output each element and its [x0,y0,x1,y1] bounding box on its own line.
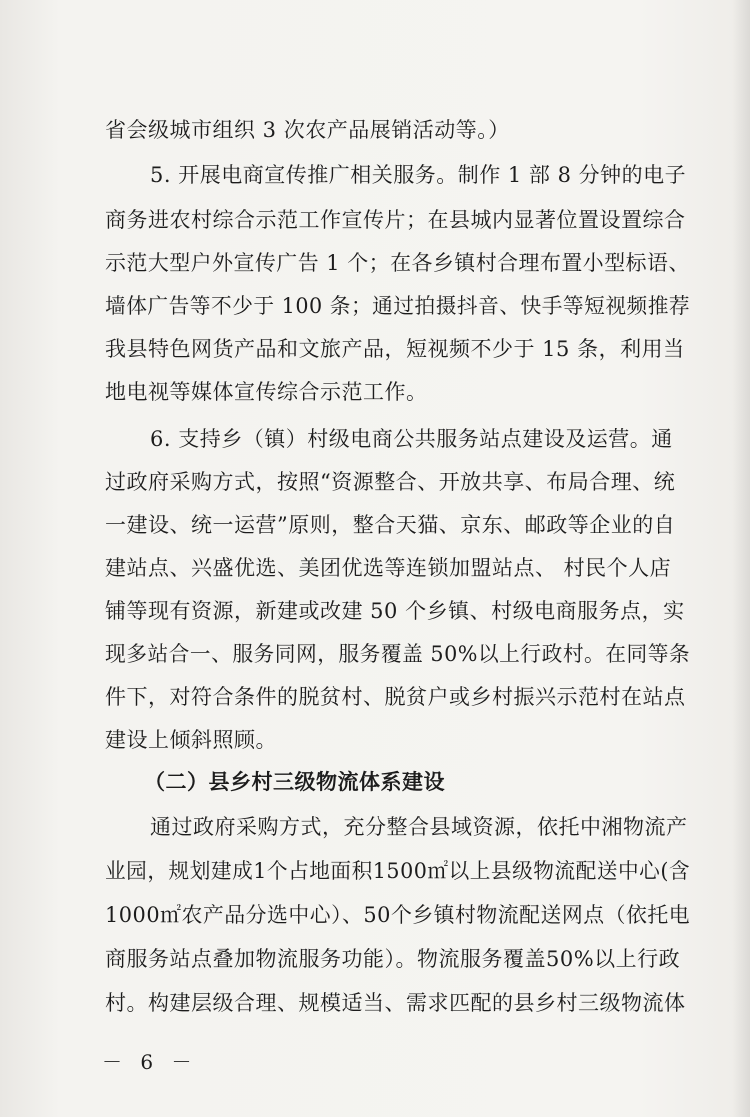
text-line: 5. 开展电商宣传推广相关服务。制作 1 部 8 分钟的电子 [150,163,687,187]
text-line: 6. 支持乡（镇）村级电商公共服务站点建设及运营。通 [150,427,673,451]
text-line: 商服务站点叠加物流服务功能）。物流服务覆盖50%以上行政 [105,947,681,971]
text-line: 1000㎡农产品分选中心）、50个乡镇村物流配送网点（依托电 [105,903,691,927]
section-heading: （二）县乡村三级物流体系建设 [144,770,445,794]
text-line: 我县特色网货产品和文旅产品，短视频不少于 15 条，利用当 [105,337,685,361]
text-line: 铺等现有资源，新建或改建 50 个乡镇、村级电商服务点，实 [105,599,685,623]
text-line: 过政府采购方式，按照“资源整合、开放共享、布局合理、统 [105,470,676,494]
text-line: 通过政府采购方式，充分整合县域资源，依托中湘物流产 [150,815,688,839]
page-number: － 6 － [102,1050,198,1074]
text-line: 建设上倾斜照顾。 [105,728,277,752]
text-line: 一建设、统一运营”原则，整合天猫、京东、邮政等企业的自 [105,513,676,537]
text-line: 件下，对符合条件的脱贫村、脱贫户或乡村振兴示范村在站点 [105,685,686,709]
text-line: 现多站合一、服务同网，服务覆盖 50%以上行政村。在同等条 [105,642,691,666]
text-line: 省会级城市组织 3 次农产品展销活动等。） [105,118,510,142]
text-line: 商务进农村综合示范工作宣传片；在县城内显著位置设置综合 [105,208,686,232]
text-line: 墙体广告等不少于 100 条；通过拍摄抖音、快手等短视频推荐 [105,294,691,318]
text-line: 村。构建层级合理、规模适当、需求匹配的县乡村三级物流体 [105,991,686,1015]
text-line: 业园，规划建成1个占地面积1500㎡以上县级物流配送中心(含 [105,859,691,883]
text-line: 示范大型户外宣传广告 1 个；在各乡镇村合理布置小型标语、 [105,251,690,275]
text-line: 地电视等媒体宣传综合示范工作。 [105,380,428,404]
text-line: 建站点、兴盛优选、美团优选等连锁加盟站点、 村民个人店 [105,556,672,580]
